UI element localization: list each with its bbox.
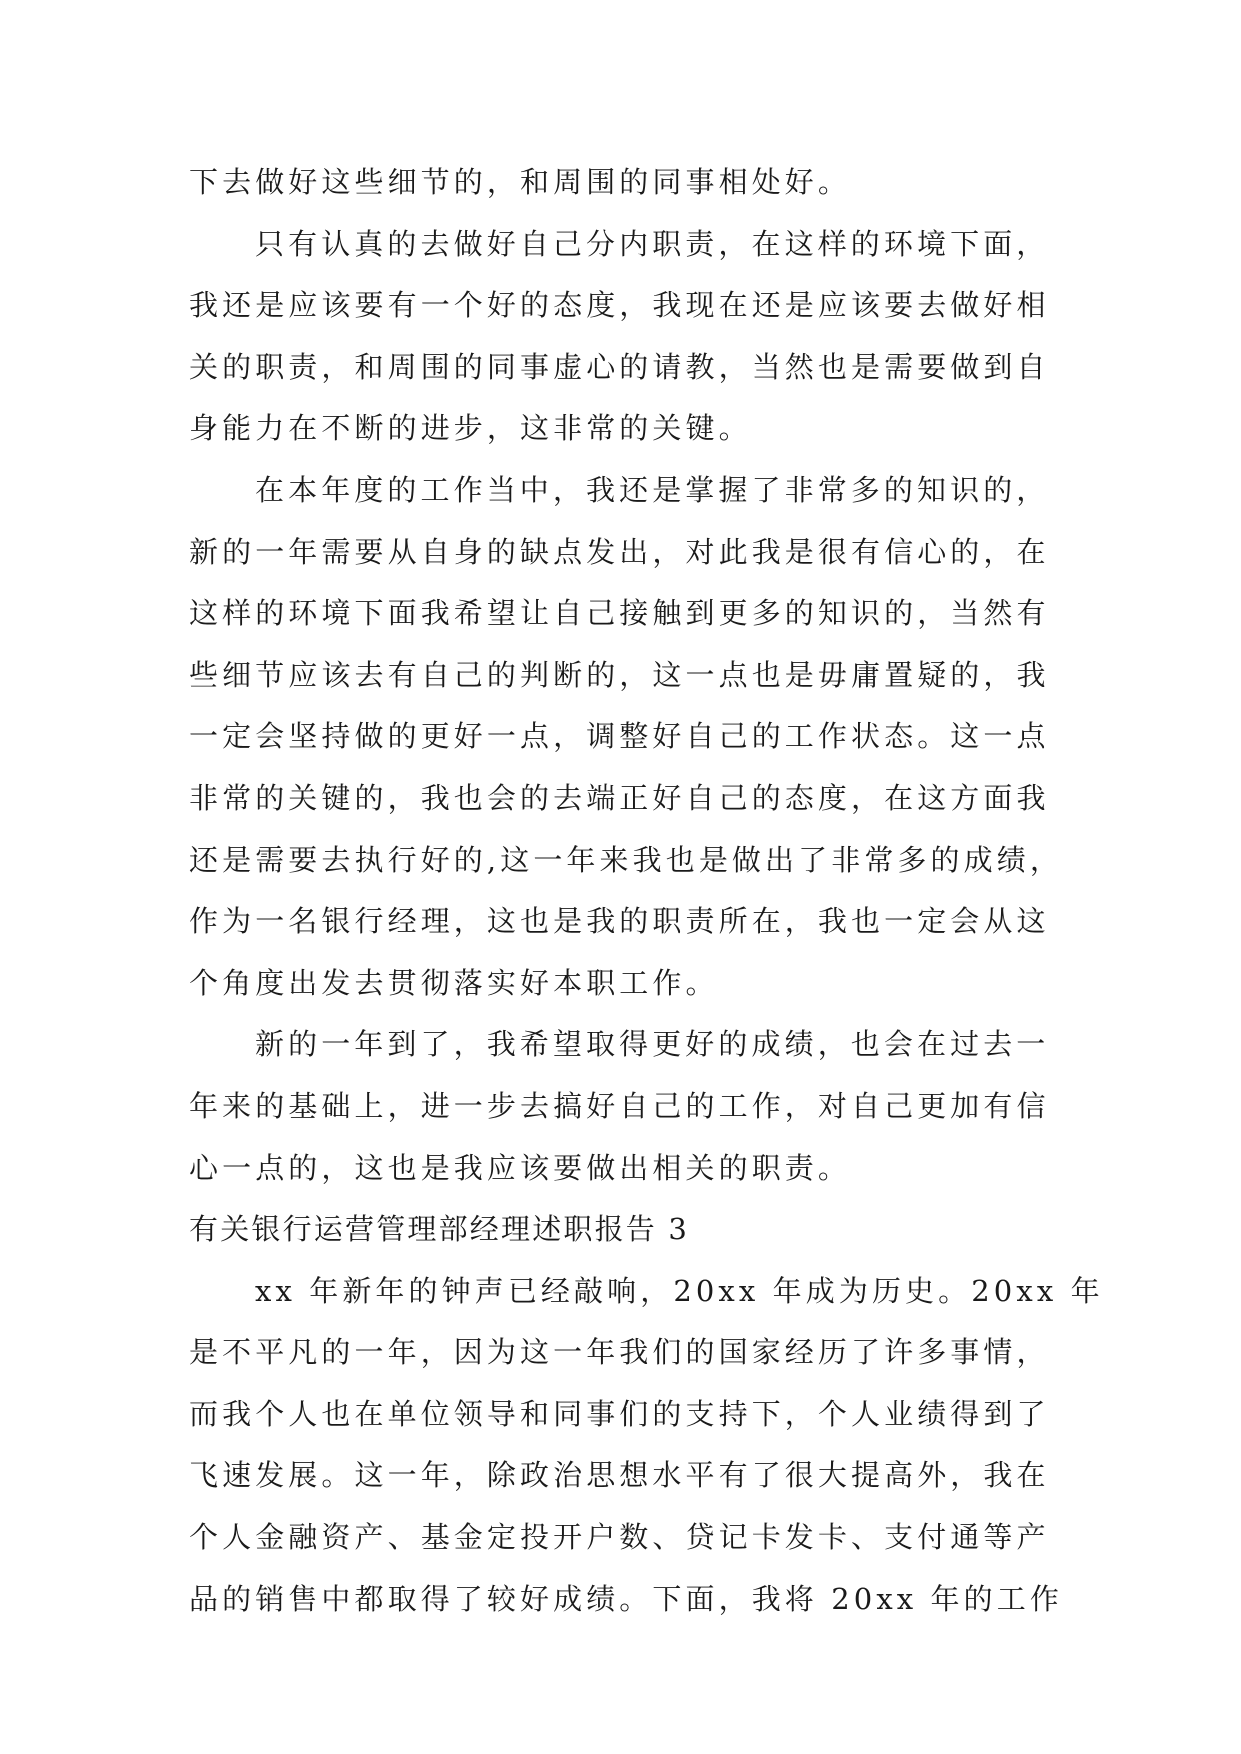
text-line: 这样的环境下面我希望让自己接触到更多的知识的，当然有 [189,596,1050,631]
text-line: 新的一年需要从自身的缺点发出，对此我是很有信心的，在 [189,534,1050,569]
text-line: 心一点的，这也是我应该要做出相关的职责。 [189,1150,852,1185]
paragraph-start-line: 在本年度的工作当中，我还是掌握了非常多的知识的， [255,472,1050,507]
text-line: 些细节应该去有自己的判断的，这一点也是毋庸置疑的，我 [189,657,1050,692]
paragraph-start-line: 新的一年到了，我希望取得更好的成绩，也会在过去一 [255,1027,1050,1062]
text-line: 我还是应该要有一个好的态度，我现在还是应该要去做好相 [189,288,1050,323]
text-line: 飞速发展。这一年，除政治思想水平有了很大提高外，我在 [189,1458,1050,1493]
paragraph-start-line: xx 年新年的钟声已经敲响，20xx 年成为历史。20xx 年 [255,1273,1104,1308]
text-line: 个人金融资产、基金定投开户数、贷记卡发卡、支付通等产 [189,1520,1050,1555]
text-line: 年来的基础上，进一步去搞好自己的工作，对自己更加有信 [189,1088,1050,1123]
text-line: 非常的关键的，我也会的去端正好自己的态度，在这方面我 [189,780,1050,815]
document-body [189,152,1104,1630]
text-line: 一定会坚持做的更好一点，调整好自己的工作状态。这一点 [189,719,1050,754]
text-line: 身能力在不断的进步，这非常的关键。 [189,411,752,446]
text-line: 还是需要去执行好的,这一年来我也是做出了非常多的成绩， [189,842,1063,877]
text-line: 品的销售中都取得了较好成绩。下面，我将 20xx 年的工作 [189,1581,1063,1616]
text-line: 个角度出发去贯彻落实好本职工作。 [189,965,719,1000]
paragraph-start-line: 只有认真的去做好自己分内职责，在这样的环境下面， [255,226,1050,261]
text-line: 而我个人也在单位领导和同事们的支持下，个人业绩得到了 [189,1396,1050,1431]
text-line: 关的职责，和周围的同事虚心的请教，当然也是需要做到自 [189,349,1050,384]
text-line: 是不平凡的一年，因为这一年我们的国家经历了许多事情， [189,1335,1050,1370]
text-line: 下去做好这些细节的，和周围的同事相处好。 [189,165,852,199]
section-heading: 有关银行运营管理部经理述职报告 3 [189,1212,690,1247]
text-line: 作为一名银行经理，这也是我的职责所在，我也一定会从这 [189,904,1050,939]
